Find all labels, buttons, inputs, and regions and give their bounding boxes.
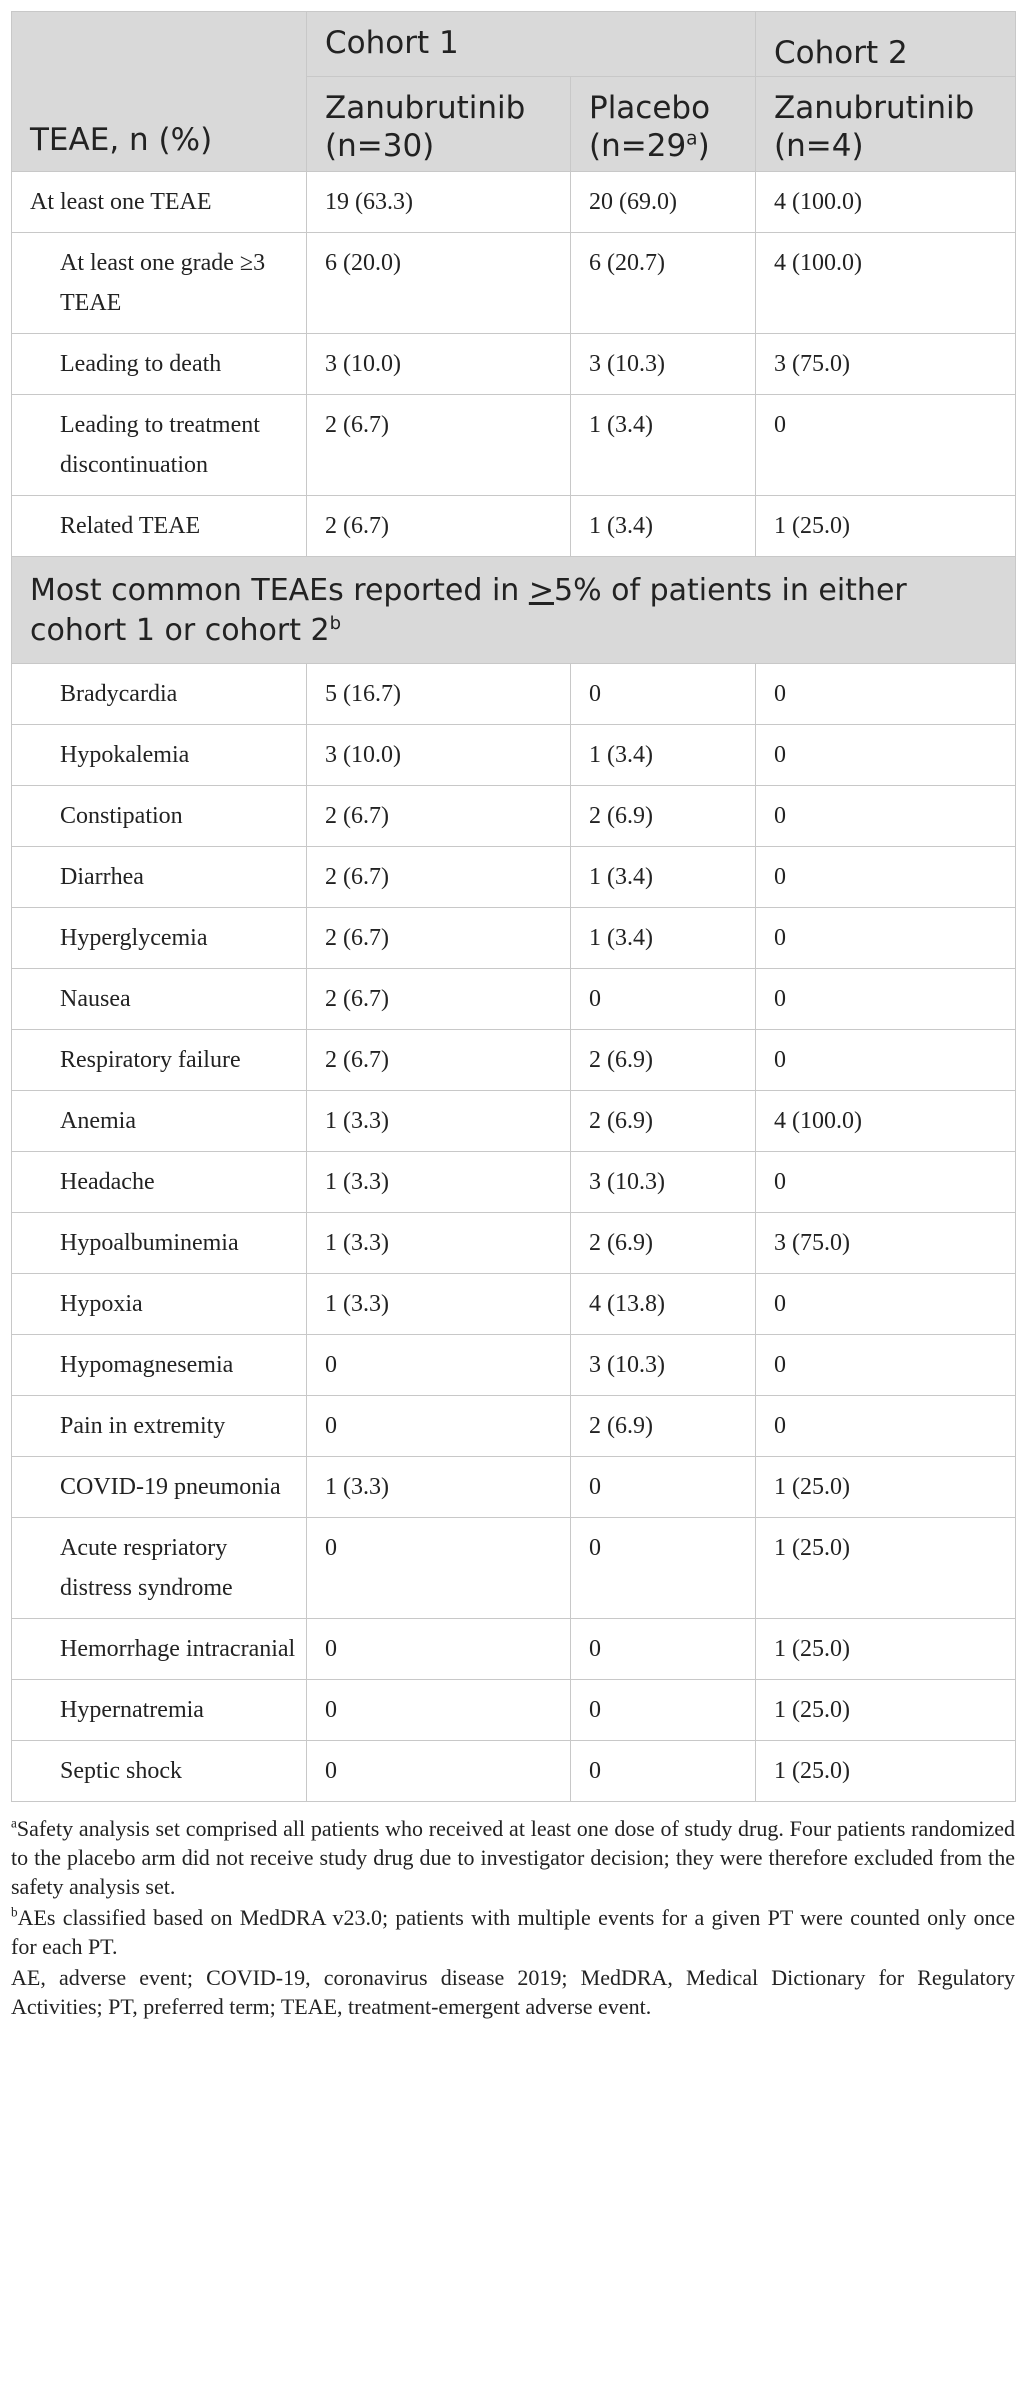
- value-zanubrutinib-cohort2: 4 (100.0): [756, 233, 1016, 334]
- row-label: Hypoxia: [12, 1274, 307, 1335]
- row-label: Hypomagnesemia: [12, 1335, 307, 1396]
- value-placebo: 2 (6.9): [571, 786, 756, 847]
- value-zanubrutinib-cohort1: 2 (6.7): [307, 908, 571, 969]
- row-label: Respiratory failure: [12, 1030, 307, 1091]
- value-zanubrutinib-cohort1: 1 (3.3): [307, 1274, 571, 1335]
- value-zanubrutinib-cohort1: 2 (6.7): [307, 786, 571, 847]
- value-placebo: 1 (3.4): [571, 847, 756, 908]
- value-zanubrutinib-cohort1: 0: [307, 1335, 571, 1396]
- row-label: At least one grade ≥3 TEAE: [12, 233, 307, 334]
- value-zanubrutinib-cohort1: 19 (63.3): [307, 172, 571, 233]
- col-zan1-n: (n=30): [325, 128, 435, 164]
- table-row: [12, 496, 1016, 557]
- col-pla-n: (n=29: [589, 128, 687, 164]
- value-placebo: 1 (3.4): [571, 725, 756, 786]
- row-label: Related TEAE: [12, 496, 307, 557]
- teae-table: [11, 11, 1016, 1802]
- footnote-marker: b: [11, 1904, 18, 1920]
- col-zan1-name: Zanubrutinib: [325, 90, 526, 126]
- value-placebo: 0: [571, 664, 756, 725]
- table-row: [12, 395, 1016, 496]
- value-zanubrutinib-cohort2: 0: [756, 1274, 1016, 1335]
- cohort1-header: Cohort 1: [307, 12, 756, 77]
- section-row: [12, 557, 1016, 664]
- footnote: [11, 1963, 1015, 2021]
- col-header-placebo: [571, 77, 756, 172]
- footnote-text: AEs classified based on MedDRA v23.0; patients with multiple events for a given PT were counted only once for each PT.: [11, 1905, 1015, 1959]
- value-placebo: 6 (20.7): [571, 233, 756, 334]
- value-zanubrutinib-cohort1: 6 (20.0): [307, 233, 571, 334]
- value-placebo: 3 (10.3): [571, 1152, 756, 1213]
- value-placebo: 1 (3.4): [571, 496, 756, 557]
- value-placebo: 0: [571, 1457, 756, 1518]
- table-row: [12, 1274, 1016, 1335]
- col-zan2-name: Zanubrutinib: [774, 90, 975, 126]
- summary-rows: [12, 172, 1016, 557]
- footnote-marker: a: [11, 1815, 17, 1831]
- row-label: Bradycardia: [12, 664, 307, 725]
- footnote: [11, 1814, 1015, 1901]
- value-placebo: 0: [571, 1518, 756, 1619]
- value-zanubrutinib-cohort1: 1 (3.3): [307, 1457, 571, 1518]
- row-label: Anemia: [12, 1091, 307, 1152]
- value-zanubrutinib-cohort1: 2 (6.7): [307, 847, 571, 908]
- value-placebo: 2 (6.9): [571, 1091, 756, 1152]
- row-label: At least one TEAE: [12, 172, 307, 233]
- col-pla-n-close: ): [697, 128, 710, 164]
- value-zanubrutinib-cohort2: 0: [756, 1152, 1016, 1213]
- value-zanubrutinib-cohort1: 1 (3.3): [307, 1152, 571, 1213]
- value-zanubrutinib-cohort2: 0: [756, 786, 1016, 847]
- value-zanubrutinib-cohort2: 4 (100.0): [756, 1091, 1016, 1152]
- col-header-zanubrutinib-cohort1: [307, 77, 571, 172]
- table-row: [12, 1518, 1016, 1619]
- table-row: [12, 847, 1016, 908]
- table-row: [12, 725, 1016, 786]
- value-zanubrutinib-cohort1: 0: [307, 1396, 571, 1457]
- value-placebo: 0: [571, 969, 756, 1030]
- value-zanubrutinib-cohort1: 2 (6.7): [307, 969, 571, 1030]
- footnote: [11, 1903, 1015, 1961]
- row-label: Diarrhea: [12, 847, 307, 908]
- value-zanubrutinib-cohort2: 1 (25.0): [756, 1741, 1016, 1802]
- table-row: [12, 664, 1016, 725]
- value-placebo: 4 (13.8): [571, 1274, 756, 1335]
- value-placebo: 0: [571, 1680, 756, 1741]
- footnote-text: AE, adverse event; COVID-19, coronavirus disease 2019; MedDRA, Medical Dictionary for Regulatory Activities; PT, preferred term; TEAE, treatment-emergent adverse event.: [11, 1965, 1015, 2019]
- value-zanubrutinib-cohort2: 0: [756, 847, 1016, 908]
- value-zanubrutinib-cohort1: 0: [307, 1741, 571, 1802]
- section-text-rest: 5% of patients in either cohort 1 or cohort 2: [30, 573, 907, 648]
- value-zanubrutinib-cohort2: 0: [756, 664, 1016, 725]
- value-zanubrutinib-cohort1: 0: [307, 1518, 571, 1619]
- value-zanubrutinib-cohort1: 3 (10.0): [307, 725, 571, 786]
- table-row: [12, 786, 1016, 847]
- teae-rows: [12, 664, 1016, 1802]
- table-row: [12, 1335, 1016, 1396]
- footnote-marker-b: b: [329, 613, 342, 634]
- table-row: [12, 172, 1016, 233]
- col-header-zanubrutinib-cohort2: [756, 77, 1016, 172]
- section-header: [12, 557, 1016, 664]
- value-zanubrutinib-cohort1: 0: [307, 1619, 571, 1680]
- value-zanubrutinib-cohort2: 1 (25.0): [756, 1680, 1016, 1741]
- value-placebo: 2 (6.9): [571, 1030, 756, 1091]
- value-zanubrutinib-cohort2: 0: [756, 395, 1016, 496]
- row-label: Hypokalemia: [12, 725, 307, 786]
- row-label: Hyperglycemia: [12, 908, 307, 969]
- section-text: Most common TEAEs reported in: [30, 573, 529, 608]
- row-label: COVID-19 pneumonia: [12, 1457, 307, 1518]
- value-zanubrutinib-cohort1: 3 (10.0): [307, 334, 571, 395]
- value-zanubrutinib-cohort2: 0: [756, 908, 1016, 969]
- row-label: Leading to treatment discontinuation: [12, 395, 307, 496]
- header-row-cohorts: [12, 12, 1016, 77]
- value-zanubrutinib-cohort2: 0: [756, 1335, 1016, 1396]
- value-placebo: 1 (3.4): [571, 395, 756, 496]
- table-row: [12, 1741, 1016, 1802]
- value-zanubrutinib-cohort2: 0: [756, 969, 1016, 1030]
- value-zanubrutinib-cohort2: 0: [756, 1396, 1016, 1457]
- value-zanubrutinib-cohort1: 2 (6.7): [307, 1030, 571, 1091]
- value-zanubrutinib-cohort2: 0: [756, 725, 1016, 786]
- row-label: Hypoalbuminemia: [12, 1213, 307, 1274]
- row-label-header: TEAE, n (%): [12, 12, 307, 172]
- footnote-text: Safety analysis set comprised all patients who received at least one dose of study drug. Four patients randomized to the placebo arm did not receive study drug due to investigator decision; they were therefore excluded from the safety analysis set.: [11, 1816, 1015, 1899]
- value-zanubrutinib-cohort2: 1 (25.0): [756, 1518, 1016, 1619]
- footnote-marker-a: a: [686, 128, 698, 150]
- document: [11, 11, 1015, 2023]
- row-label: Septic shock: [12, 1741, 307, 1802]
- value-zanubrutinib-cohort2: 3 (75.0): [756, 1213, 1016, 1274]
- value-zanubrutinib-cohort1: 1 (3.3): [307, 1213, 571, 1274]
- value-placebo: 3 (10.3): [571, 334, 756, 395]
- value-zanubrutinib-cohort2: 1 (25.0): [756, 1619, 1016, 1680]
- table-row: [12, 1213, 1016, 1274]
- table-row: [12, 233, 1016, 334]
- value-zanubrutinib-cohort2: 0: [756, 1030, 1016, 1091]
- col-zan2-n: (n=4): [774, 128, 864, 164]
- row-label: Pain in extremity: [12, 1396, 307, 1457]
- table-row: [12, 1152, 1016, 1213]
- table-row: [12, 1457, 1016, 1518]
- value-zanubrutinib-cohort2: 1 (25.0): [756, 496, 1016, 557]
- table-row: [12, 1619, 1016, 1680]
- row-label: Leading to death: [12, 334, 307, 395]
- value-zanubrutinib-cohort1: 1 (3.3): [307, 1091, 571, 1152]
- value-placebo: 1 (3.4): [571, 908, 756, 969]
- row-label: Hypernatremia: [12, 1680, 307, 1741]
- row-label: Headache: [12, 1152, 307, 1213]
- table-row: [12, 969, 1016, 1030]
- value-placebo: 2 (6.9): [571, 1213, 756, 1274]
- value-placebo: 3 (10.3): [571, 1335, 756, 1396]
- value-placebo: 0: [571, 1741, 756, 1802]
- value-zanubrutinib-cohort2: 1 (25.0): [756, 1457, 1016, 1518]
- footnotes: [11, 1814, 1015, 2021]
- value-zanubrutinib-cohort1: 5 (16.7): [307, 664, 571, 725]
- section-symbol: >: [528, 573, 554, 608]
- value-zanubrutinib-cohort1: 2 (6.7): [307, 496, 571, 557]
- value-zanubrutinib-cohort1: 0: [307, 1680, 571, 1741]
- section-row-group: [12, 557, 1016, 664]
- table-row: [12, 1030, 1016, 1091]
- value-placebo: 20 (69.0): [571, 172, 756, 233]
- table-row: [12, 1396, 1016, 1457]
- row-label: Acute respriatory distress syndrome: [12, 1518, 307, 1619]
- table-row: [12, 334, 1016, 395]
- value-zanubrutinib-cohort2: 3 (75.0): [756, 334, 1016, 395]
- value-placebo: 0: [571, 1619, 756, 1680]
- row-label: Nausea: [12, 969, 307, 1030]
- table-row: [12, 908, 1016, 969]
- value-zanubrutinib-cohort2: 4 (100.0): [756, 172, 1016, 233]
- value-zanubrutinib-cohort1: 2 (6.7): [307, 395, 571, 496]
- row-label: Constipation: [12, 786, 307, 847]
- cohort2-header: Cohort 2: [756, 12, 1016, 77]
- table-row: [12, 1091, 1016, 1152]
- table-row: [12, 1680, 1016, 1741]
- col-pla-name: Placebo: [589, 90, 711, 126]
- row-label: Hemorrhage intracranial: [12, 1619, 307, 1680]
- value-placebo: 2 (6.9): [571, 1396, 756, 1457]
